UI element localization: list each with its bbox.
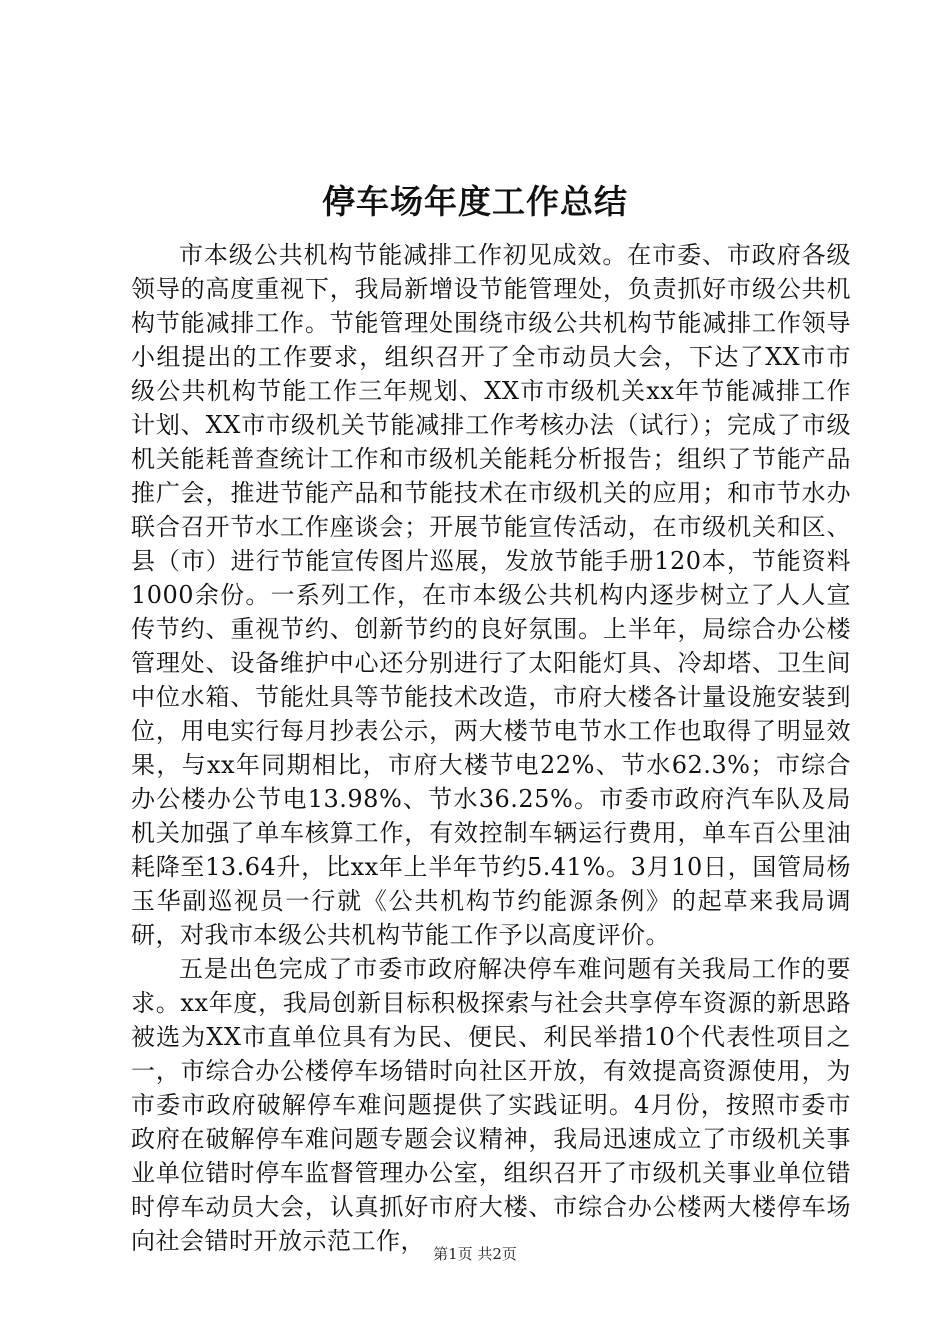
- paragraph-energy-saving: 市本级公共机构节能减排工作初见成效。在市委、市政府各级领导的高度重视下，我局新增设节能管理处，负责抓好市级公共机构节能减排工作。节能管理处围绕市级公共机构节能减排工作领导小组提出的工作要求，组织召开了全市动员大会，下达了XX市市级公共机构节能工作三年规划、XX市市级机关xx年节能减排工作计划、XX市市级机关节能减排工作考核办法（试行）；完成了市级机关能耗普查统计工作和市级机关能耗分析报告；组织了节能产品推广会，推进节能产品和节能技术在市级机关的应用；和市节水办联合召开节水工作座谈会；开展节能宣传活动，在市级机关和区、县（市）进行节能宣传图片巡展，发放节能手册120本，节能资料1000余份。一系列工作，在市本级公共机构内逐步树立了人人宣传节约、重视节约、创新节约的良好氛围。上半年，局综合办公楼管理处、设备维护中心还分别进行了太阳能灯具、冷却塔、卫生间中位水箱、节能灶具等节能技术改造，市府大楼各计量设施安装到位，用电实行每月抄表公示，两大楼节电节水工作也取得了明显效果，与xx年同期相比，市府大楼节电22%、节水62.3%；市综合办公楼办公节电13.98%、节水36.25%。市委市政府汽车队及局机关加强了单车核算工作，有效控制车辆运行费用，单车百公里油耗降至13.64升，比xx年上半年节约5.41%。3月10日，国管局杨玉华副巡视员一行就《公共机构节约能源条例》的起草来我局调研，对我市本级公共机构节能工作予以高度评价。: [131, 241, 851, 949]
- page-number-footer: 第1页 共2页: [433, 1245, 517, 1263]
- document-body: [131, 238, 851, 1258]
- document-title: 停车场年度工作总结: [322, 182, 628, 221]
- paragraph-parking: 五是出色完成了市委市政府解决停车难问题有关我局工作的要求。xx年度，我局创新目标积极探索与社会共享停车资源的新思路被选为XX市直单位具有为民、便民、利民举措10个代表性项目之一，市综合办公楼停车场错时向社区开放，有效提高资源使用，为市委市政府破解停车难问题提供了实践证明。4月份，按照市委市政府在破解停车难问题专题会议精神，我局迅速成立了市级机关事业单位错时停车监督管理办公室，组织召开了市级机关事业单位错时停车动员大会，认真抓好市府大楼、市综合办公楼两大楼停车场向社会错时开放示范工作，: [131, 955, 851, 1255]
